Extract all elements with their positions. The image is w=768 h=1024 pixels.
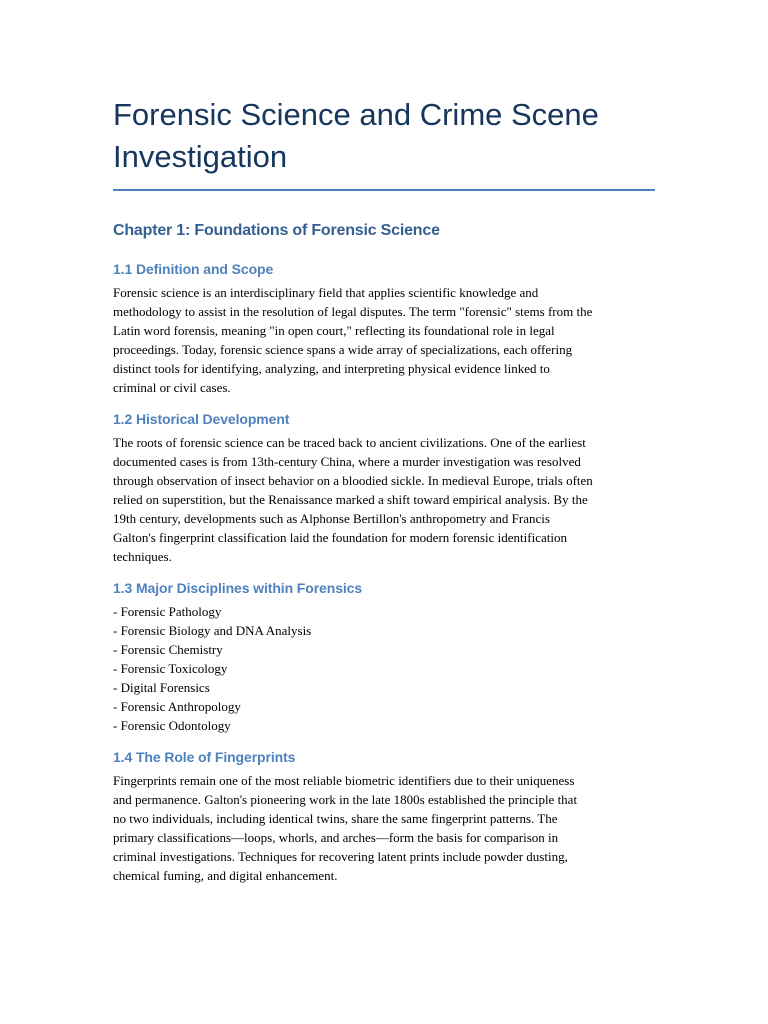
list-item: - Forensic Chemistry — [113, 642, 223, 657]
paragraph-line: and permanence. Galton's pioneering work in the late 1800s established the principle that — [113, 792, 578, 807]
paragraph-line: distinct tools for identifying, analyzing, and interpreting physical evidence linked to — [113, 361, 550, 376]
paragraph-line: criminal investigations. Techniques for recovering latent prints include powder dusting, — [113, 849, 568, 864]
document-title — [113, 0, 655, 178]
list-item: - Forensic Pathology — [113, 604, 222, 619]
document-page — [113, 0, 655, 885]
section-paragraph-history — [113, 433, 655, 566]
paragraph-line: chemical fuming, and digital enhancement. — [113, 868, 338, 883]
section-heading-history: 1.2 Historical Development — [113, 411, 290, 427]
section-paragraph-definition — [113, 283, 655, 397]
section-heading-fingerprints: 1.4 The Role of Fingerprints — [113, 749, 296, 765]
list-item: - Forensic Anthropology — [113, 699, 241, 714]
paragraph-line: through observation of insect behavior on a bloodied sickle. In medieval Europe, trials often — [113, 473, 593, 488]
section-heading-disciplines: 1.3 Major Disciplines within Forensics — [113, 580, 363, 596]
paragraph-line: Fingerprints remain one of the most reliable biometric identifiers due to their uniqueness — [113, 773, 575, 788]
document-title-line-1: Forensic Science and Crime Scene — [113, 97, 599, 132]
list-item: - Forensic Biology and DNA Analysis — [113, 623, 312, 638]
paragraph-line: proceedings. Today, forensic science spans a wide array of specializations, each offering — [113, 342, 573, 357]
disciplines-list — [113, 602, 655, 735]
title-underline-rule — [113, 189, 655, 191]
section-heading-definition: 1.1 Definition and Scope — [113, 261, 274, 277]
list-item: - Forensic Odontology — [113, 718, 231, 733]
paragraph-line: The roots of forensic science can be traced back to ancient civilizations. One of the earliest — [113, 435, 586, 450]
section-paragraph-fingerprints — [113, 771, 655, 885]
document-title-line-2: Investigation — [113, 139, 288, 174]
paragraph-line: criminal or civil cases. — [113, 380, 231, 395]
chapter-heading: Chapter 1: Foundations of Forensic Science — [113, 222, 440, 239]
paragraph-line: techniques. — [113, 549, 172, 564]
paragraph-line: Forensic science is an interdisciplinary field that applies scientific knowledge and — [113, 285, 539, 300]
paragraph-line: relied on superstition, but the Renaissance marked a shift toward empirical analysis. By the — [113, 492, 588, 507]
paragraph-line: no two individuals, including identical twins, share the same fingerprint patterns. The — [113, 811, 558, 826]
list-item: - Forensic Toxicology — [113, 661, 228, 676]
paragraph-line: Latin word forensis, meaning "in open court," reflecting its foundational role in legal — [113, 323, 555, 338]
paragraph-line: documented cases is from 13th-century China, where a murder investigation was resolved — [113, 454, 581, 469]
paragraph-line: Galton's fingerprint classification laid the foundation for modern forensic identification — [113, 530, 567, 545]
paragraph-line: primary classifications—loops, whorls, and arches—form the basis for comparison in — [113, 830, 559, 845]
paragraph-line: 19th century, developments such as Alphonse Bertillon's anthropometry and Francis — [113, 511, 550, 526]
list-item: - Digital Forensics — [113, 680, 210, 695]
paragraph-line: methodology to assist in the resolution of legal disputes. The term "forensic" stems from the — [113, 304, 593, 319]
